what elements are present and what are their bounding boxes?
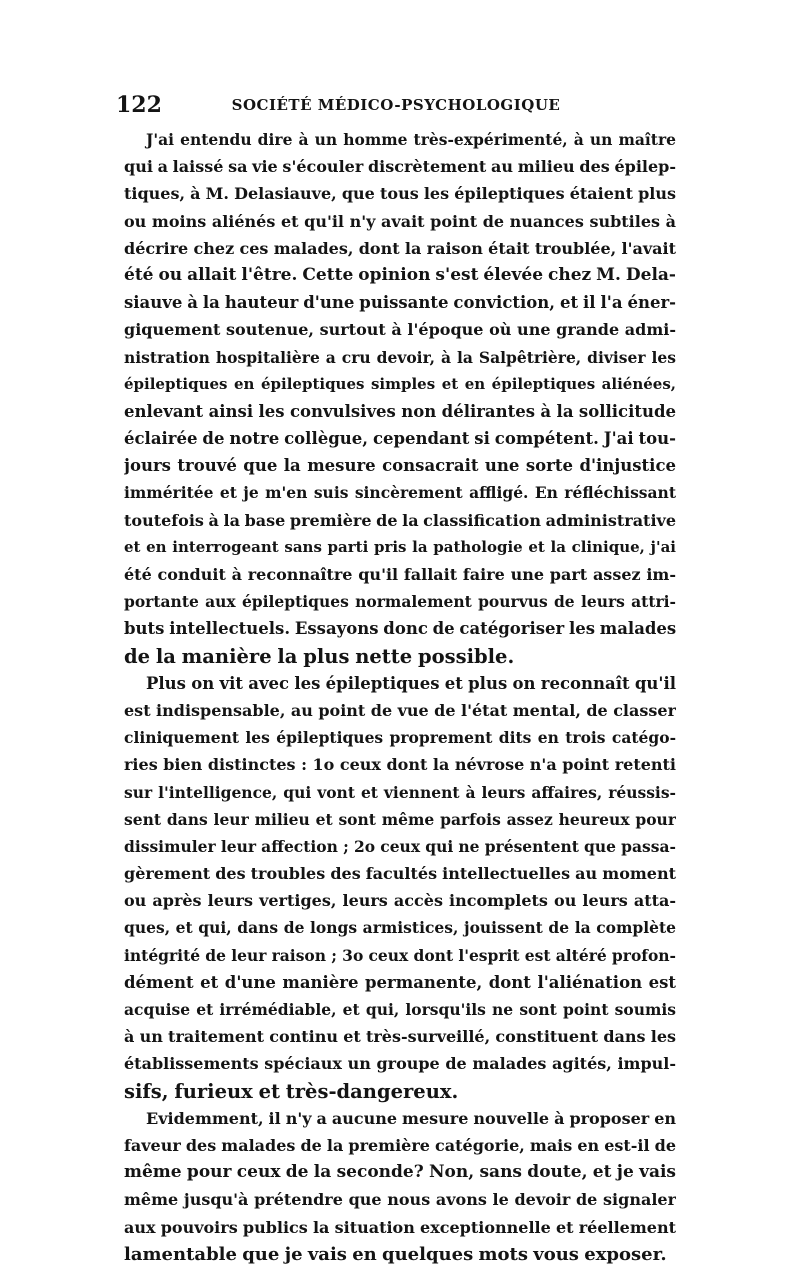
text-line: portante aux épileptiques normalement pourvus de leurs attri- [124,592,676,612]
text-line: sent dans leur milieu et sont même parfois assez heureux pour [124,809,676,829]
text-line: ou après leurs vertiges, leurs accès incomplets ou leurs atta- [124,891,676,911]
paragraph [124,670,676,1105]
text-line: cliniquement les épileptiques proprement dits en trois catégo- [124,728,676,748]
text-line: été conduit à reconnaître qu'il fallait faire une part assez im- [124,565,676,584]
text-line: ries bien distinctes : 1o ceux dont la névrose n'a point retenti [124,755,676,775]
text-line: dissimuler leur affection ; 2o ceux qui ne présentent que passa- [124,836,676,856]
text-line: tiques, à M. Delasiauve, que tous les épileptiques étaient plus [124,184,676,204]
text-line: gèrement des troubles des facultés intellectuelles au moment [124,864,676,884]
text-line: ques, et qui, dans de longs armistices, jouissent de la complète [124,918,676,938]
text-line: siauve à la hauteur d'une puissante conviction, et il l'a éner- [124,293,676,313]
paragraph [124,1105,676,1268]
text-line: aux pouvoirs publics la situation exceptionnelle et réellement [124,1217,676,1237]
text-line: même pour ceux de la seconde? Non, sans doute, et je vais [124,1162,676,1183]
running-head: SOCIÉTÉ MÉDICO-PSYCHOLOGIQUE [231,96,561,114]
text-line: enlevant ainsi les convulsives non délirantes à la sollicitude [124,401,676,421]
text-line: dément et d'une manière permanente, dont l'aliénation est [124,972,676,992]
text-line: imméritée et je m'en suis sincèrement affligé. En réfléchissant [124,483,676,503]
text-line: et en interrogeant sans parti pris la pathologie et la clinique, j'ai [124,537,676,556]
text-line: qui a laissé sa vie s'écouler discrètement au milieu des épilep- [124,157,676,177]
text-line: J'ai entendu dire à un homme très-expérimenté, à un maître [146,130,676,149]
text-line: sur l'intelligence, qui vont et viennent à leurs affaires, réussis- [124,782,676,802]
text-line: de la manière la plus nette possible. [124,644,515,668]
text-line: éclairée de notre collègue, cependant si compétent. J'ai tou- [124,429,676,449]
text-line: buts intellectuels. Essayons donc de catégoriser les malades [124,619,676,639]
text-line: toutefois à la base première de la classification administrative [124,510,676,530]
page-number: 122 [116,92,162,118]
text-line: été ou allait l'être. Cette opinion s'est élevée chez M. Dela- [124,264,676,285]
page-header [116,92,676,118]
text-line: épileptiques en épileptiques simples et en épileptiques aliénées, [124,374,676,393]
text-line: établissements spéciaux un groupe de malades agités, impul- [124,1054,676,1074]
text-line: ou moins aliénés et qu'il n'y avait point de nuances subtiles à [124,211,676,231]
text-line: à un traitement continu et très-surveillé, constituent dans les [124,1027,676,1047]
paragraph [124,126,676,670]
text-line: décrire chez ces malades, dont la raison était troublée, l'avait [124,238,676,258]
text-line: même jusqu'à prétendre que nous avons le devoir de signaler [124,1190,676,1210]
text-line: est indispensable, au point de vue de l'état mental, de classer [124,700,676,720]
text-line: Plus on vit avec les épileptiques et plus on reconnaît qu'il [146,673,676,693]
text-line: Evidemment, il n'y a aucune mesure nouvelle à proposer en [146,1108,676,1128]
text-line: lamentable que je vais en quelques mots vous exposer. [124,1243,667,1265]
text-line: giquement soutenue, surtout à l'époque où une grande admi- [124,320,676,340]
text-line: acquise et irrémédiable, et qui, lorsqu'ils ne sont point soumis [124,1000,676,1019]
text-line: nistration hospitalière a cru devoir, à la Salpêtrière, diviser les [124,347,676,367]
text-line: sifs, furieux et très-dangereux. [124,1079,459,1103]
text-line: jours trouvé que la mesure consacrait une sorte d'injustice [124,456,676,476]
text-line: faveur des malades de la première catégorie, mais en est-il de [124,1135,676,1155]
body-text [124,126,676,1268]
text-line: intégrité de leur raison ; 3o ceux dont l'esprit est altéré profon- [124,945,676,965]
